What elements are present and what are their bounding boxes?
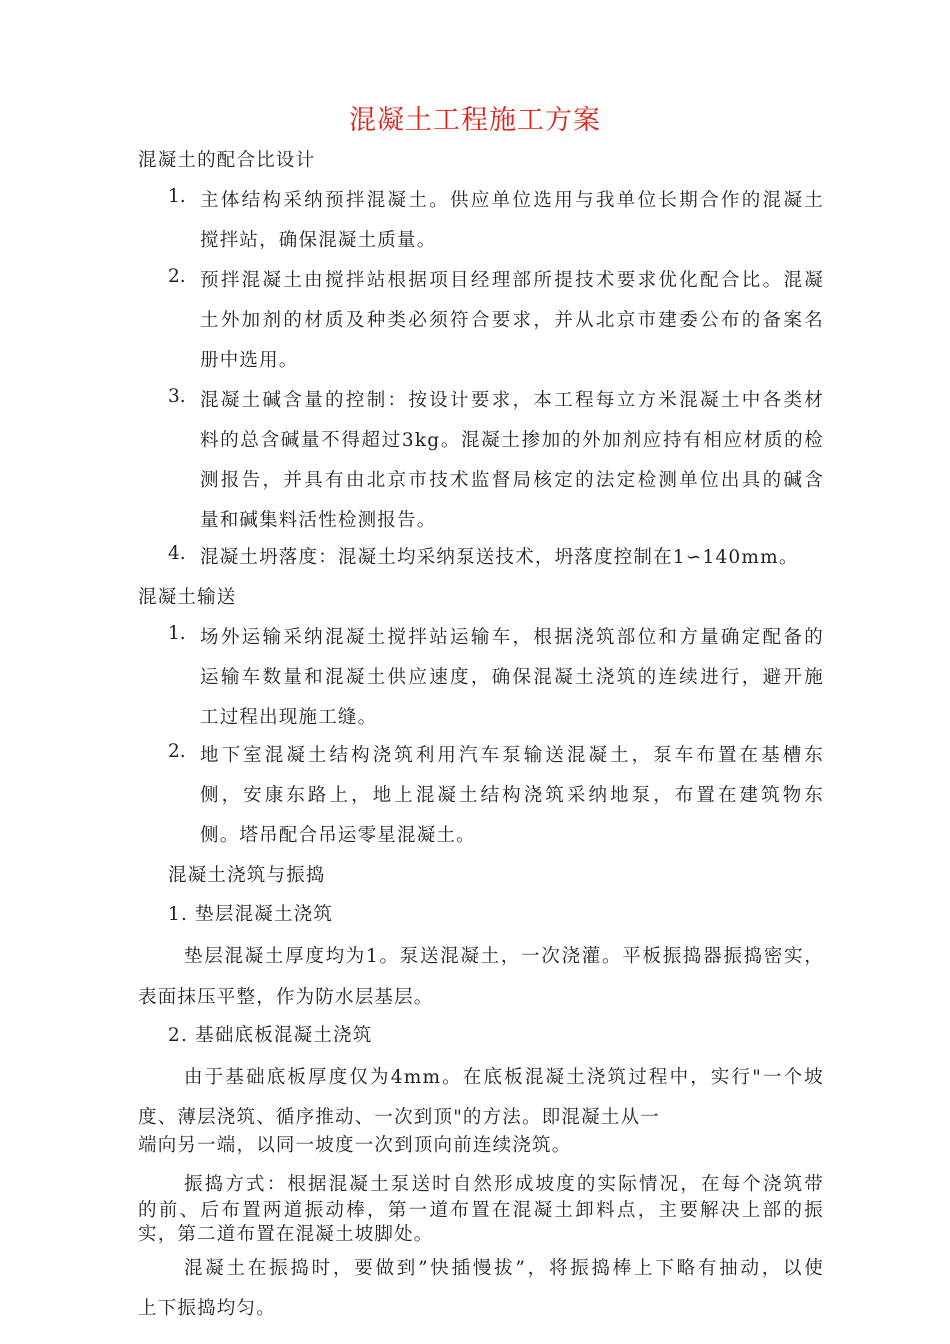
paragraph-line: 混凝土在振捣时，要做到”快插慢拔”，将振捣棒上下略有抽动，以使 [184,1258,824,1279]
subsection-heading-base-slab: 2. 基础底板混凝土浇筑 [168,1025,373,1046]
section-heading-pouring: 混凝土浇筑与振捣 [168,865,326,886]
paragraph-line: 垫层混凝土厚度均为1。泵送混凝土，一次浇灌。平板振捣器振捣密实， [184,946,824,967]
list-number: 1. [168,623,186,644]
list-item-line: 测报告，并具有由北京市技术监督局核定的法定检测单位出具的碱含 [200,470,824,491]
paragraph-line: 度、薄层浇筑、循序推动、一次到顶"的方法。即混凝土从一 [138,1107,660,1128]
list-item-line: 地下室混凝土结构浇筑利用汽车泵输送混凝土，泵车布置在基槽东 [200,745,824,766]
list-item-line: 预拌混凝土由搅拌站根据项目经理部所提技术要求优化配合比。混凝 [200,270,824,291]
list-item-line: 侧，安康东路上，地上混凝土结构浇筑采纳地泵，布置在建筑物东 [200,785,824,806]
paragraph-line: 端向另一端，以同一坡度一次到顶向前连续浇筑。 [138,1135,572,1156]
paragraph-line: 上下振捣均匀。 [138,1298,276,1319]
list-item-line: 量和碱集料活性检测报告。 [200,510,437,531]
paragraph-line: 实，第二道布置在混凝土坡脚处。 [138,1224,434,1245]
list-item-line: 场外运输采纳混凝土搅拌站运输车，根据浇筑部位和方量确定配备的 [200,627,824,648]
list-item-line: 土外加剂的材质及种类必须符合要求，并从北京市建委公布的备案名 [200,310,824,331]
section-heading-mix-design: 混凝土的配合比设计 [138,150,316,171]
list-item-line: 侧。塔吊配合吊运零星混凝土。 [200,825,476,846]
list-item-line: 料的总含碱量不得超过3kg。混凝土掺加的外加剂应持有相应材质的检 [200,430,824,451]
list-number: 4. [168,543,186,564]
list-item-line: 工过程出现施工缝。 [200,707,378,728]
list-item-line: 搅拌站，确保混凝土质量。 [200,230,437,251]
list-number: 1. [168,186,186,207]
list-item-line: 混凝土坍落度：混凝土均采纳泵送技术，坍落度控制在1∽140mm。 [200,547,799,568]
list-number: 3. [168,386,186,407]
list-item-line: 运输车数量和混凝土供应速度，确保混凝土浇筑的连续进行，避开施 [200,667,824,688]
list-item-line: 混凝土碱含量的控制：按设计要求，本工程每立方米混凝土中各类材 [200,390,824,411]
section-heading-transport: 混凝土输送 [138,587,237,608]
paragraph-line: 的前、后布置两道振动棒，第一道布置在混凝土卸料点，主要解决上部的振 [138,1200,824,1221]
paragraph-line: 由于基础底板厚度仅为4mm。在底板混凝土浇筑过程中，实行"一个坡 [184,1067,824,1088]
paragraph-line: 表面抹压平整，作为防水层基层。 [138,987,434,1008]
list-item-line: 主体结构采纳预拌混凝土。供应单位选用与我单位长期合作的混凝土 [200,190,824,211]
subsection-heading-cushion: 1. 垫层混凝土浇筑 [168,904,334,925]
document-title: 混凝土工程施工方案 [349,105,601,136]
list-number: 2. [168,266,186,287]
paragraph-line: 振捣方式：根据混凝土泵送时自然形成坡度的实际情况，在每个浇筑带 [184,1174,824,1195]
list-item-line: 册中选用。 [200,350,299,371]
list-number: 2. [168,741,186,762]
